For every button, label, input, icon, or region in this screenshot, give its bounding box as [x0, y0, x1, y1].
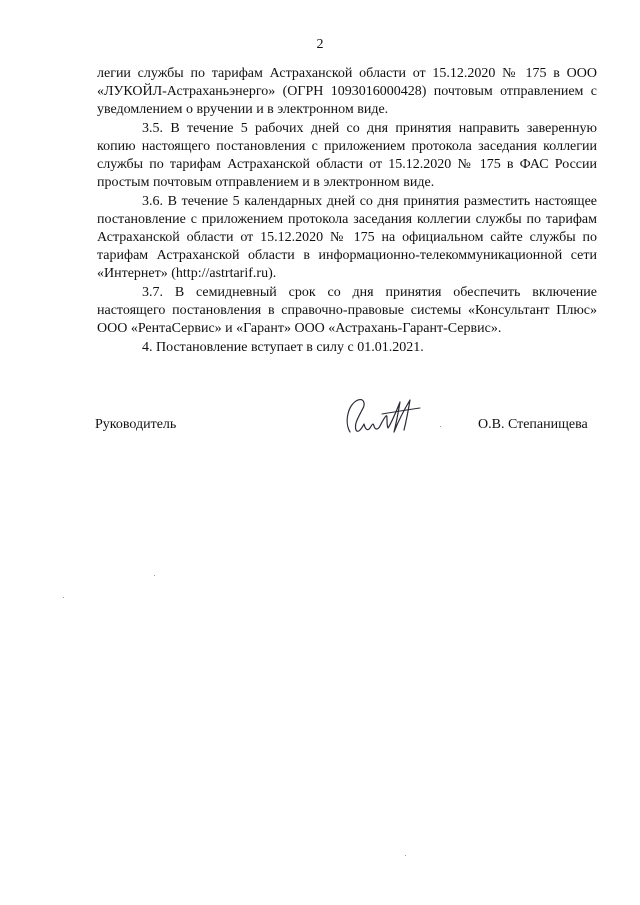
signatory-name: О.В. Степанищева	[478, 417, 588, 432]
paragraph-4: 4. Постановление вступает в силу с 01.01.2021.	[142, 340, 424, 355]
handwritten-signature	[342, 392, 432, 442]
document-body	[97, 65, 597, 357]
scan-speck	[405, 855, 406, 856]
scan-speck	[63, 597, 64, 598]
paragraph-3-7: 3.7. В семидневный срок со дня принятия обеспечить включение настоящего постановления в справочно-правовые системы «Консультант Плюс» ООО «РентаСервис» и «Гарант» ООО «Астрахань-Гарант-Сервис».	[97, 285, 597, 336]
page-number: 2	[316, 37, 324, 52]
paragraph-3-6: 3.6. В течение 5 календарных дней со дня принятия разместить настоящее постановление с приложением протокола заседания коллегии службы по тарифам Астраханской области от 15.12.2020 № 175 на официальном сайте службы по тарифам Астраханской области в информационно-телекоммуникационной сети «Интернет» (http://astrtarif.ru).	[97, 194, 597, 281]
scan-speck	[440, 426, 441, 427]
paragraph-continuation: легии службы по тарифам Астраханской области от 15.12.2020 № 175 в ООО «ЛУКОЙЛ-Астраханьэнерго» (ОГРН 1093016000428) почтовым отправлением с уведомлением о вручении и в электронном виде.	[97, 66, 597, 117]
paragraph-3-5: 3.5. В течение 5 рабочих дней со дня принятия направить заверенную копию настоящего постановления с приложением протокола заседания коллегии службы по тарифам Астраханской области от 15.12.2020 № 175 в ФАС России простым почтовым отправлением и в электронном виде.	[97, 121, 597, 190]
signatory-title: Руководитель	[95, 417, 177, 432]
scan-speck	[154, 575, 155, 576]
